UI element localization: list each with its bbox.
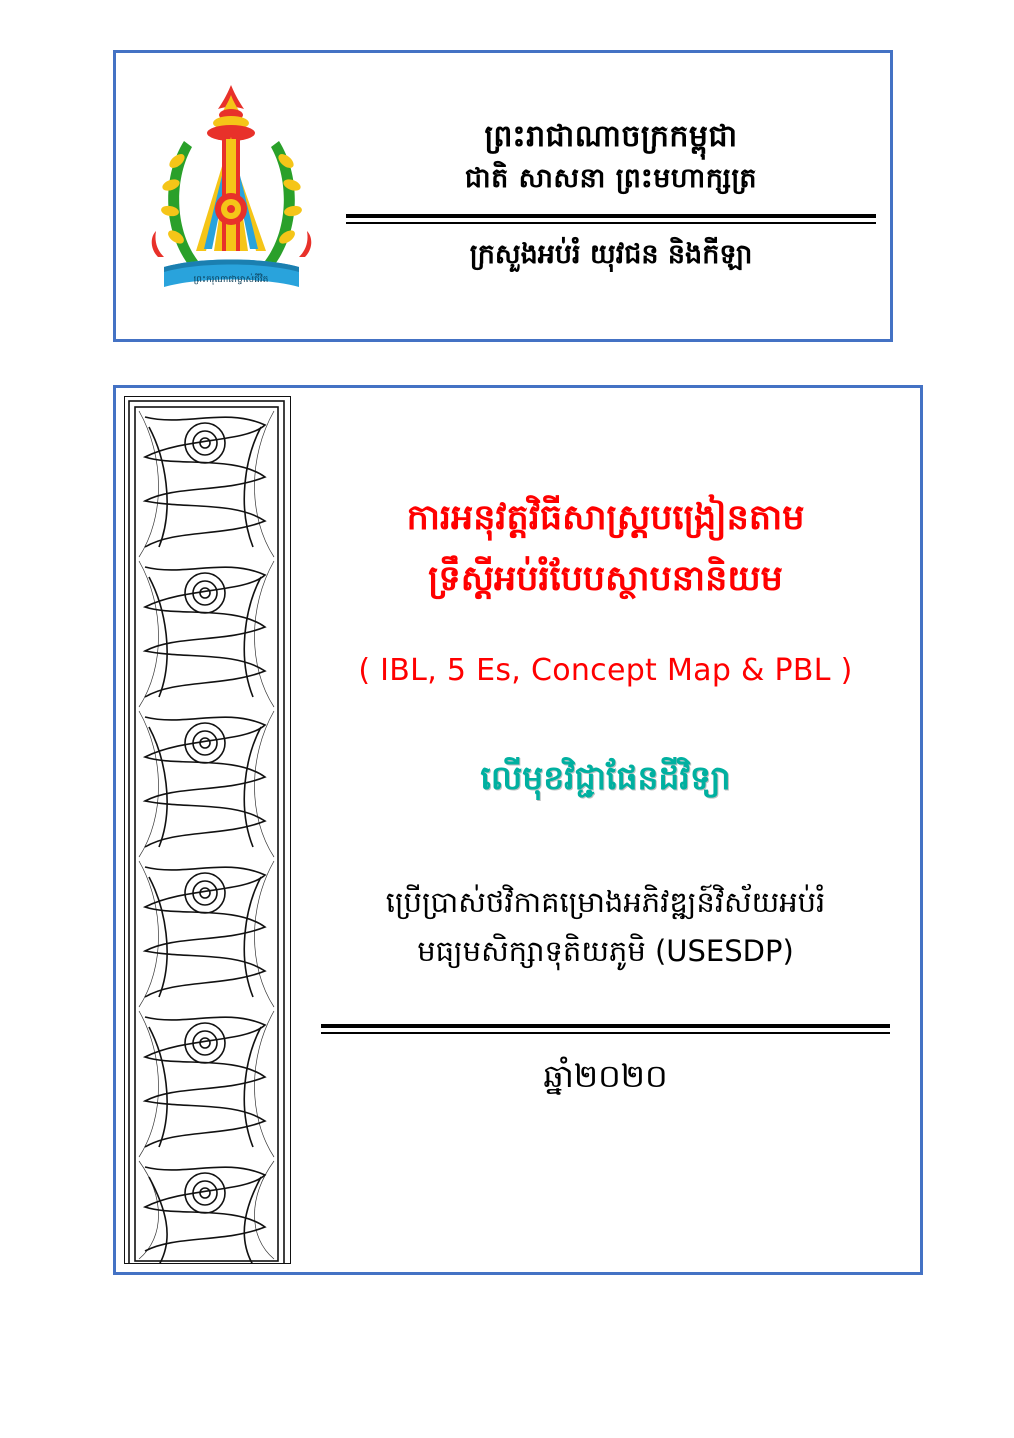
cover-title-line2: ទ្រឹស្តីអប់រំបែបស្ថាបនានិយម — [428, 559, 783, 600]
national-motto: ជាតិ សាសនា ព្រះមហាក្សត្រ — [464, 162, 758, 194]
cover-content — [291, 388, 920, 1272]
kingdom-title: ព្រះរាជាណាចក្រកម្ពុជា — [484, 119, 738, 155]
cover-title-line1: ការអនុវត្តវិធីសាស្ត្របង្រៀនតាម — [406, 498, 805, 538]
svg-text:ព្រះករុណាជាម្ចាស់ជីវិត: ព្រះករុណាជាម្ចាស់ជីវិត — [193, 275, 268, 285]
emblem-cell — [116, 53, 346, 339]
khmer-decorative-border-icon — [124, 396, 291, 1264]
cover-support-line1: ប្រើប្រាស់ថវិកាគម្រោងអភិវឌ្ឍន៍វិស័យអប់រំ — [385, 884, 826, 919]
cover-support-line2: មធ្យមសិក្សាទុតិយភូមិ (USESDP) — [417, 933, 794, 968]
header-inner — [116, 53, 890, 339]
header-text-cell — [346, 53, 890, 339]
cover-year: ឆ្នាំ២០២០ — [543, 1057, 668, 1096]
cover-box — [113, 385, 923, 1275]
ministry-name: ក្រសួងអប់រំ យុវជន និងកីឡា — [469, 238, 753, 270]
cover-divider — [321, 1024, 890, 1034]
header-divider — [346, 214, 876, 224]
cover-subject: លើមុខវិជ្ជាផែនដីវិទ្យា — [480, 757, 731, 797]
cover-subtitle-methods: ( IBL, 5 Es, Concept Map & PBL ) — [358, 652, 853, 688]
cambodia-royal-emblem-icon — [144, 81, 319, 311]
header-box — [113, 50, 893, 342]
